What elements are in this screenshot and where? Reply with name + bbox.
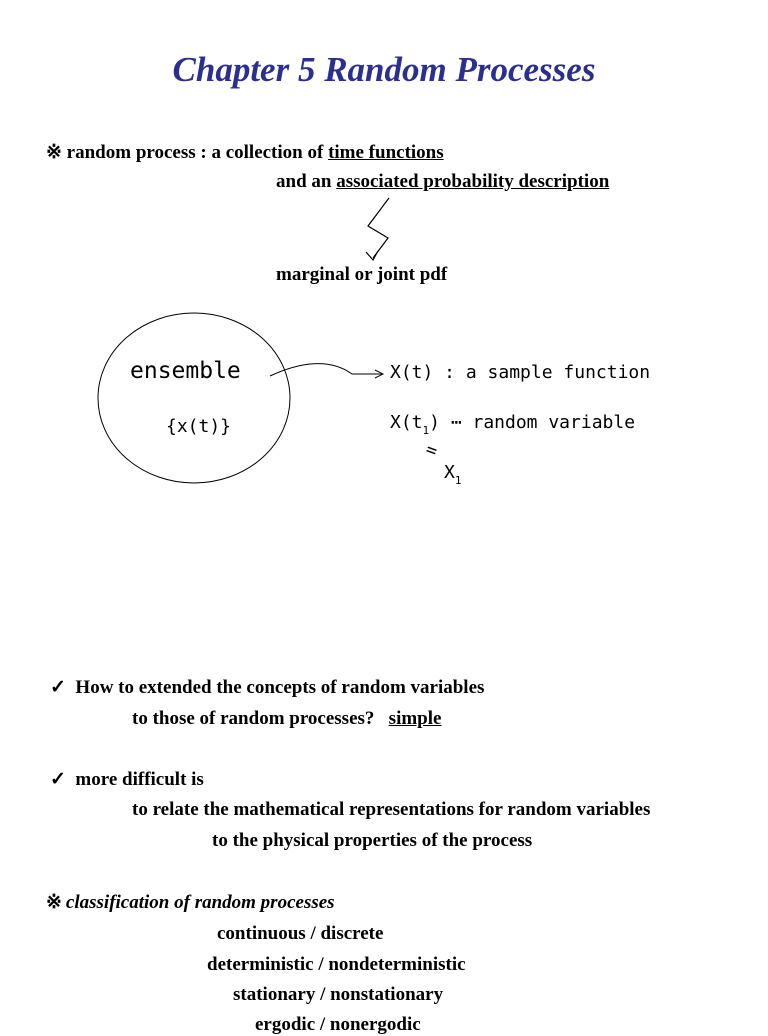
rv-subscript: 1 <box>422 424 430 437</box>
time-functions-term: time functions <box>328 142 444 163</box>
rv-prefix: X(t <box>390 412 423 433</box>
x1-subscript: 1 <box>454 474 462 487</box>
definition-lead: random process : a collection of <box>66 142 329 163</box>
zigzag-arrowhead <box>366 251 378 260</box>
page-title: Chapter 5 Random Processes <box>172 50 596 89</box>
check-1-line-2: to those of random processes? <box>132 708 375 729</box>
classification-item: continuous / discrete <box>217 923 384 944</box>
check-1-line-2-row <box>132 708 441 730</box>
classification-item: ergodic / nonergodic <box>255 1014 421 1035</box>
equals-sign: = <box>422 438 441 463</box>
sample-function-label: X(t) : a sample function <box>390 362 651 383</box>
check-item-2 <box>50 768 204 791</box>
ensemble-connector-arrow <box>270 364 382 376</box>
classification-heading: classification of random processes <box>65 892 335 913</box>
reference-mark: ※ <box>46 892 62 913</box>
probability-description-term: associated probability description <box>336 171 610 192</box>
check-2-line-2: to relate the mathematical representations for random variables <box>132 799 651 820</box>
check-icon: ✓ <box>50 677 66 698</box>
classification-item: stationary / nonstationary <box>233 984 444 1005</box>
x1-base: X <box>444 462 455 483</box>
zigzag-arrow <box>368 198 389 258</box>
rv-suffix: ) ⋯ random variable <box>429 412 636 433</box>
simple-term: simple <box>388 708 442 729</box>
ensemble-label: ensemble <box>130 358 241 384</box>
random-variable-label <box>390 412 636 437</box>
check-1-line-1: How to extended the concepts of random variables <box>75 677 485 698</box>
check-2-line-3: to the physical properties of the process <box>212 830 533 851</box>
x1-label <box>444 462 462 487</box>
classification-heading-row <box>46 891 335 914</box>
ensemble-circle <box>98 313 290 483</box>
ensemble-set: {x(t)} <box>166 416 232 437</box>
and-an-text: and an <box>276 171 337 192</box>
check-2-line-1: more difficult is <box>75 769 204 790</box>
pdf-label: marginal or joint pdf <box>276 264 448 285</box>
classification-item: deterministic / nondeterministic <box>207 954 466 975</box>
reference-mark: ※ <box>46 142 62 163</box>
check-item-1 <box>50 676 484 699</box>
check-icon: ✓ <box>50 769 66 790</box>
